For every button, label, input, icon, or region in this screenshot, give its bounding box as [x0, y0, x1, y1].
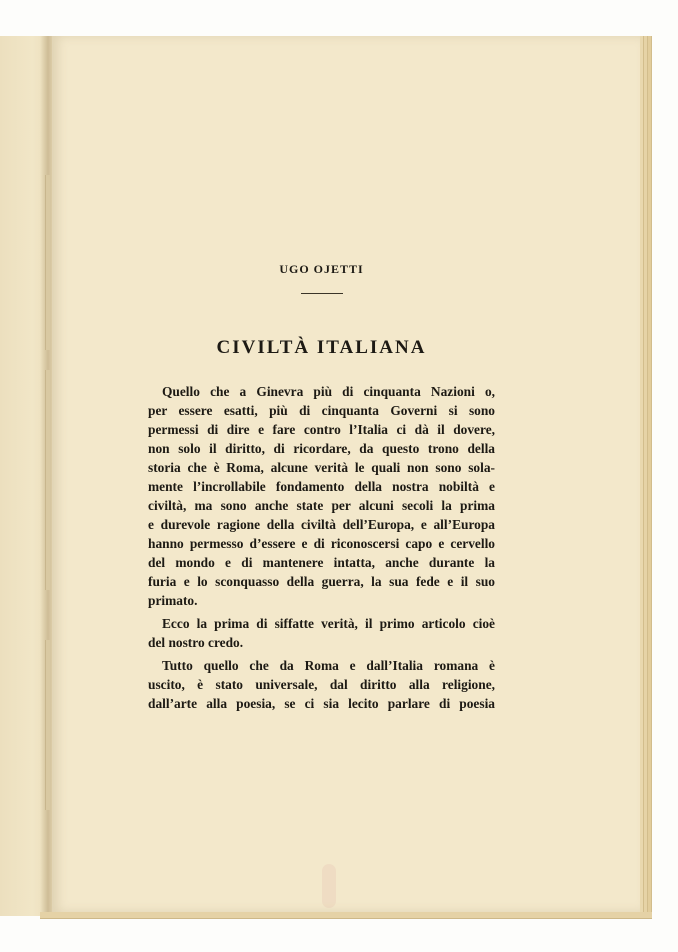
text-line: per essere esatti, più di cinquanta Governi si sono	[148, 403, 495, 418]
text-line: permessi di dire e fare contro l’Italia ci dà il dovere,	[148, 422, 495, 437]
text-line: civiltà, ma sono anche state per alcuni secoli la prima	[148, 498, 495, 513]
text-line: uscito, è stato universale, dal diritto alla religione,	[148, 677, 495, 692]
text-line: furia e lo sconquasso della guerra, la sua fede e il suo	[148, 574, 495, 589]
text-line: non solo il diritto, di ricordare, da questo trono della	[148, 441, 495, 456]
paragraph	[148, 614, 495, 652]
text-line: del mondo e di mantenere intatta, anche durante la	[148, 555, 495, 570]
binding-stitch	[45, 175, 50, 350]
binding-stitch	[45, 640, 50, 810]
text-line: del nostro credo.	[148, 635, 244, 650]
author-name: UGO OJETTI	[279, 262, 364, 276]
divider-rule	[301, 293, 343, 294]
article-title: CIVILTÀ ITALIANA	[216, 337, 427, 358]
text-line: mente l’incrollabile fondamento della nostra nobiltà e	[148, 479, 495, 494]
text-line: dall’arte alla poesia, se ci sia lecito parlare di poesia	[148, 696, 495, 711]
text-line: Ecco la prima di siffatte verità, il primo articolo cioè	[162, 616, 495, 631]
paragraph	[148, 382, 495, 610]
text-line: Quello che a Ginevra più di cinquanta Nazioni o,	[162, 384, 495, 399]
faint-stamp-mark	[322, 864, 336, 908]
text-line: e durevole ragione della civiltà dell’Europa, e all’Europa	[148, 517, 495, 532]
article-body	[148, 382, 495, 713]
text-line: storia che è Roma, alcune verità le quali non sono sola-	[148, 460, 495, 475]
text-line: hanno permesso d’essere e di riconoscersi capo e cervello	[148, 536, 495, 551]
page-edge	[648, 36, 652, 912]
book-page	[52, 36, 640, 912]
text-line: primato.	[148, 593, 198, 608]
text-line: Tutto quello che da Roma e dall’Italia romana è	[162, 658, 495, 673]
binding-stitch	[45, 370, 50, 590]
paragraph	[148, 656, 495, 713]
page-bottom-edge	[40, 912, 652, 919]
